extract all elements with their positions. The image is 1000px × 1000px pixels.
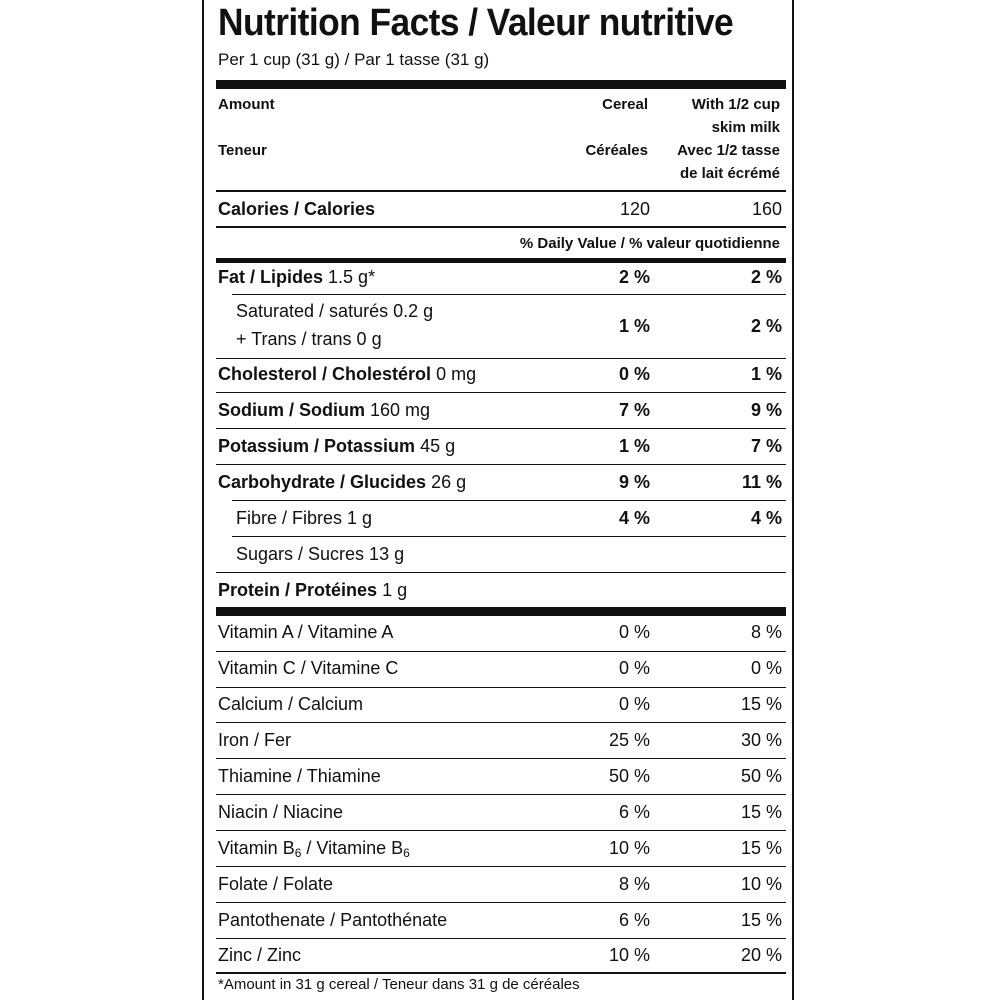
divider (216, 902, 786, 903)
divider (216, 687, 786, 688)
fibre-label: Fibre / Fibres 1 g (236, 508, 373, 528)
protein-label: Protein / Protéines (218, 580, 378, 600)
carbohydrate-with-milk: 11 % (741, 472, 782, 492)
iron-label: Iron / Fer (218, 730, 292, 750)
carbohydrate-amount: 26 g (431, 472, 467, 492)
serving-size: Per 1 cup (31 g) / Par 1 tasse (31 g) (218, 50, 490, 69)
label-title: Nutrition Facts / Valeur nutritive (218, 2, 734, 44)
milk-header-line3: Avec 1/2 tasse (677, 142, 780, 159)
potassium-label: Potassium / Potassium (218, 436, 416, 456)
thiamine-cereal: 50 % (608, 766, 650, 786)
teneur-header: Teneur (218, 142, 267, 159)
nutrition-facts-label (202, 0, 794, 1000)
cholesterol-with-milk: 1 % (750, 364, 782, 384)
fat-with-milk: 2 % (750, 267, 782, 287)
footnote: *Amount in 31 g cereal / Teneur dans 31 g de céréales (218, 976, 580, 993)
divider (216, 758, 786, 759)
calcium-label: Calcium / Calcium (218, 694, 364, 714)
thick-divider (216, 80, 786, 89)
divider (216, 190, 786, 192)
milk-header-line2: skim milk (711, 119, 780, 136)
fibre-with-milk: 4 % (750, 508, 782, 528)
divider (216, 428, 786, 429)
milk-header-line1: With 1/2 cup (691, 96, 780, 113)
vitamin-a-cereal: 0 % (618, 622, 650, 642)
pantothenate-cereal: 6 % (618, 910, 650, 930)
divider (216, 830, 786, 831)
medium-divider (216, 258, 786, 263)
divider (216, 226, 786, 228)
folate-label: Folate / Folate (218, 874, 334, 894)
iron-with-milk: 30 % (740, 730, 782, 750)
vitamin-c-cereal: 0 % (618, 658, 650, 678)
divider (232, 500, 786, 501)
calcium-with-milk: 15 % (740, 694, 782, 714)
cholesterol-cereal: 0 % (618, 364, 650, 384)
vitamin-c-with-milk: 0 % (750, 658, 782, 678)
calories-label: Calories / Calories (218, 199, 376, 219)
carbohydrate-label: Carbohydrate / Glucides (218, 472, 427, 492)
divider (216, 972, 786, 974)
divider (232, 294, 786, 295)
sodium-label: Sodium / Sodium (218, 400, 365, 420)
divider (216, 651, 786, 652)
sugars-label: Sugars / Sucres 13 g (236, 544, 405, 564)
cholesterol-label: Cholesterol / Cholestérol (218, 364, 432, 384)
vitamin-a-label: Vitamin A / Vitamine A (218, 622, 394, 642)
vitamin-a-with-milk: 8 % (750, 622, 782, 642)
thiamine-label: Thiamine / Thiamine (218, 766, 381, 786)
vitamin-b6-with-milk: 15 % (740, 838, 782, 858)
amount-header: Amount (218, 96, 275, 113)
niacin-with-milk: 15 % (740, 802, 782, 822)
folate-with-milk: 10 % (740, 874, 782, 894)
saturated-cereal: 1 % (618, 316, 650, 336)
calories-cereal: 120 (619, 199, 650, 219)
fat-cereal: 2 % (618, 267, 650, 287)
fat-amount: 1.5 g* (328, 267, 376, 287)
daily-value-header: % Daily Value / % valeur quotidienne (519, 235, 780, 252)
trans-label: + Trans / trans 0 g (236, 329, 382, 349)
calcium-cereal: 0 % (618, 694, 650, 714)
pantothenate-label: Pantothenate / Pantothénate (218, 910, 448, 930)
iron-cereal: 25 % (608, 730, 650, 750)
vitamin-b6-label: Vitamin $B_6$ / Vitamine $B_6$ (218, 838, 410, 860)
sodium-cereal: 7 % (618, 400, 650, 420)
milk-header-line4: de lait écrémé (679, 165, 780, 182)
divider (216, 572, 786, 573)
divider (216, 794, 786, 795)
potassium-amount: 45 g (420, 436, 456, 456)
divider (216, 464, 786, 465)
pantothenate-with-milk: 15 % (740, 910, 782, 930)
cereales-header: Céréales (585, 142, 648, 159)
divider (216, 358, 786, 359)
protein-amount: 1 g (382, 580, 408, 600)
calories-with-milk: 160 (751, 199, 782, 219)
thiamine-with-milk: 50 % (740, 766, 782, 786)
divider (216, 722, 786, 723)
vitamin-b6-cereal: 10 % (608, 838, 650, 858)
fibre-cereal: 4 % (618, 508, 650, 528)
fat-label: Fat / Lipides (218, 267, 324, 287)
vitamin-c-label: Vitamin C / Vitamine C (218, 658, 399, 678)
carbohydrate-cereal: 9 % (618, 472, 650, 492)
divider (216, 392, 786, 393)
zinc-cereal: 10 % (608, 945, 650, 965)
niacin-label: Niacin / Niacine (218, 802, 344, 822)
cholesterol-amount: 0 mg (436, 364, 477, 384)
potassium-with-milk: 7 % (750, 436, 782, 456)
divider (216, 866, 786, 867)
sodium-with-milk: 9 % (750, 400, 782, 420)
zinc-label: Zinc / Zinc (218, 945, 302, 965)
zinc-with-milk: 20 % (740, 945, 782, 965)
saturated-with-milk: 2 % (750, 316, 782, 336)
niacin-cereal: 6 % (618, 802, 650, 822)
cereal-header: Cereal (602, 96, 648, 113)
saturated-label: Saturated / saturés 0.2 g (236, 301, 434, 321)
folate-cereal: 8 % (618, 874, 650, 894)
thick-divider (216, 607, 786, 616)
sodium-amount: 160 mg (370, 400, 431, 420)
divider (232, 536, 786, 537)
divider (216, 938, 786, 939)
potassium-cereal: 1 % (618, 436, 650, 456)
saturated-trans-row (216, 301, 786, 357)
